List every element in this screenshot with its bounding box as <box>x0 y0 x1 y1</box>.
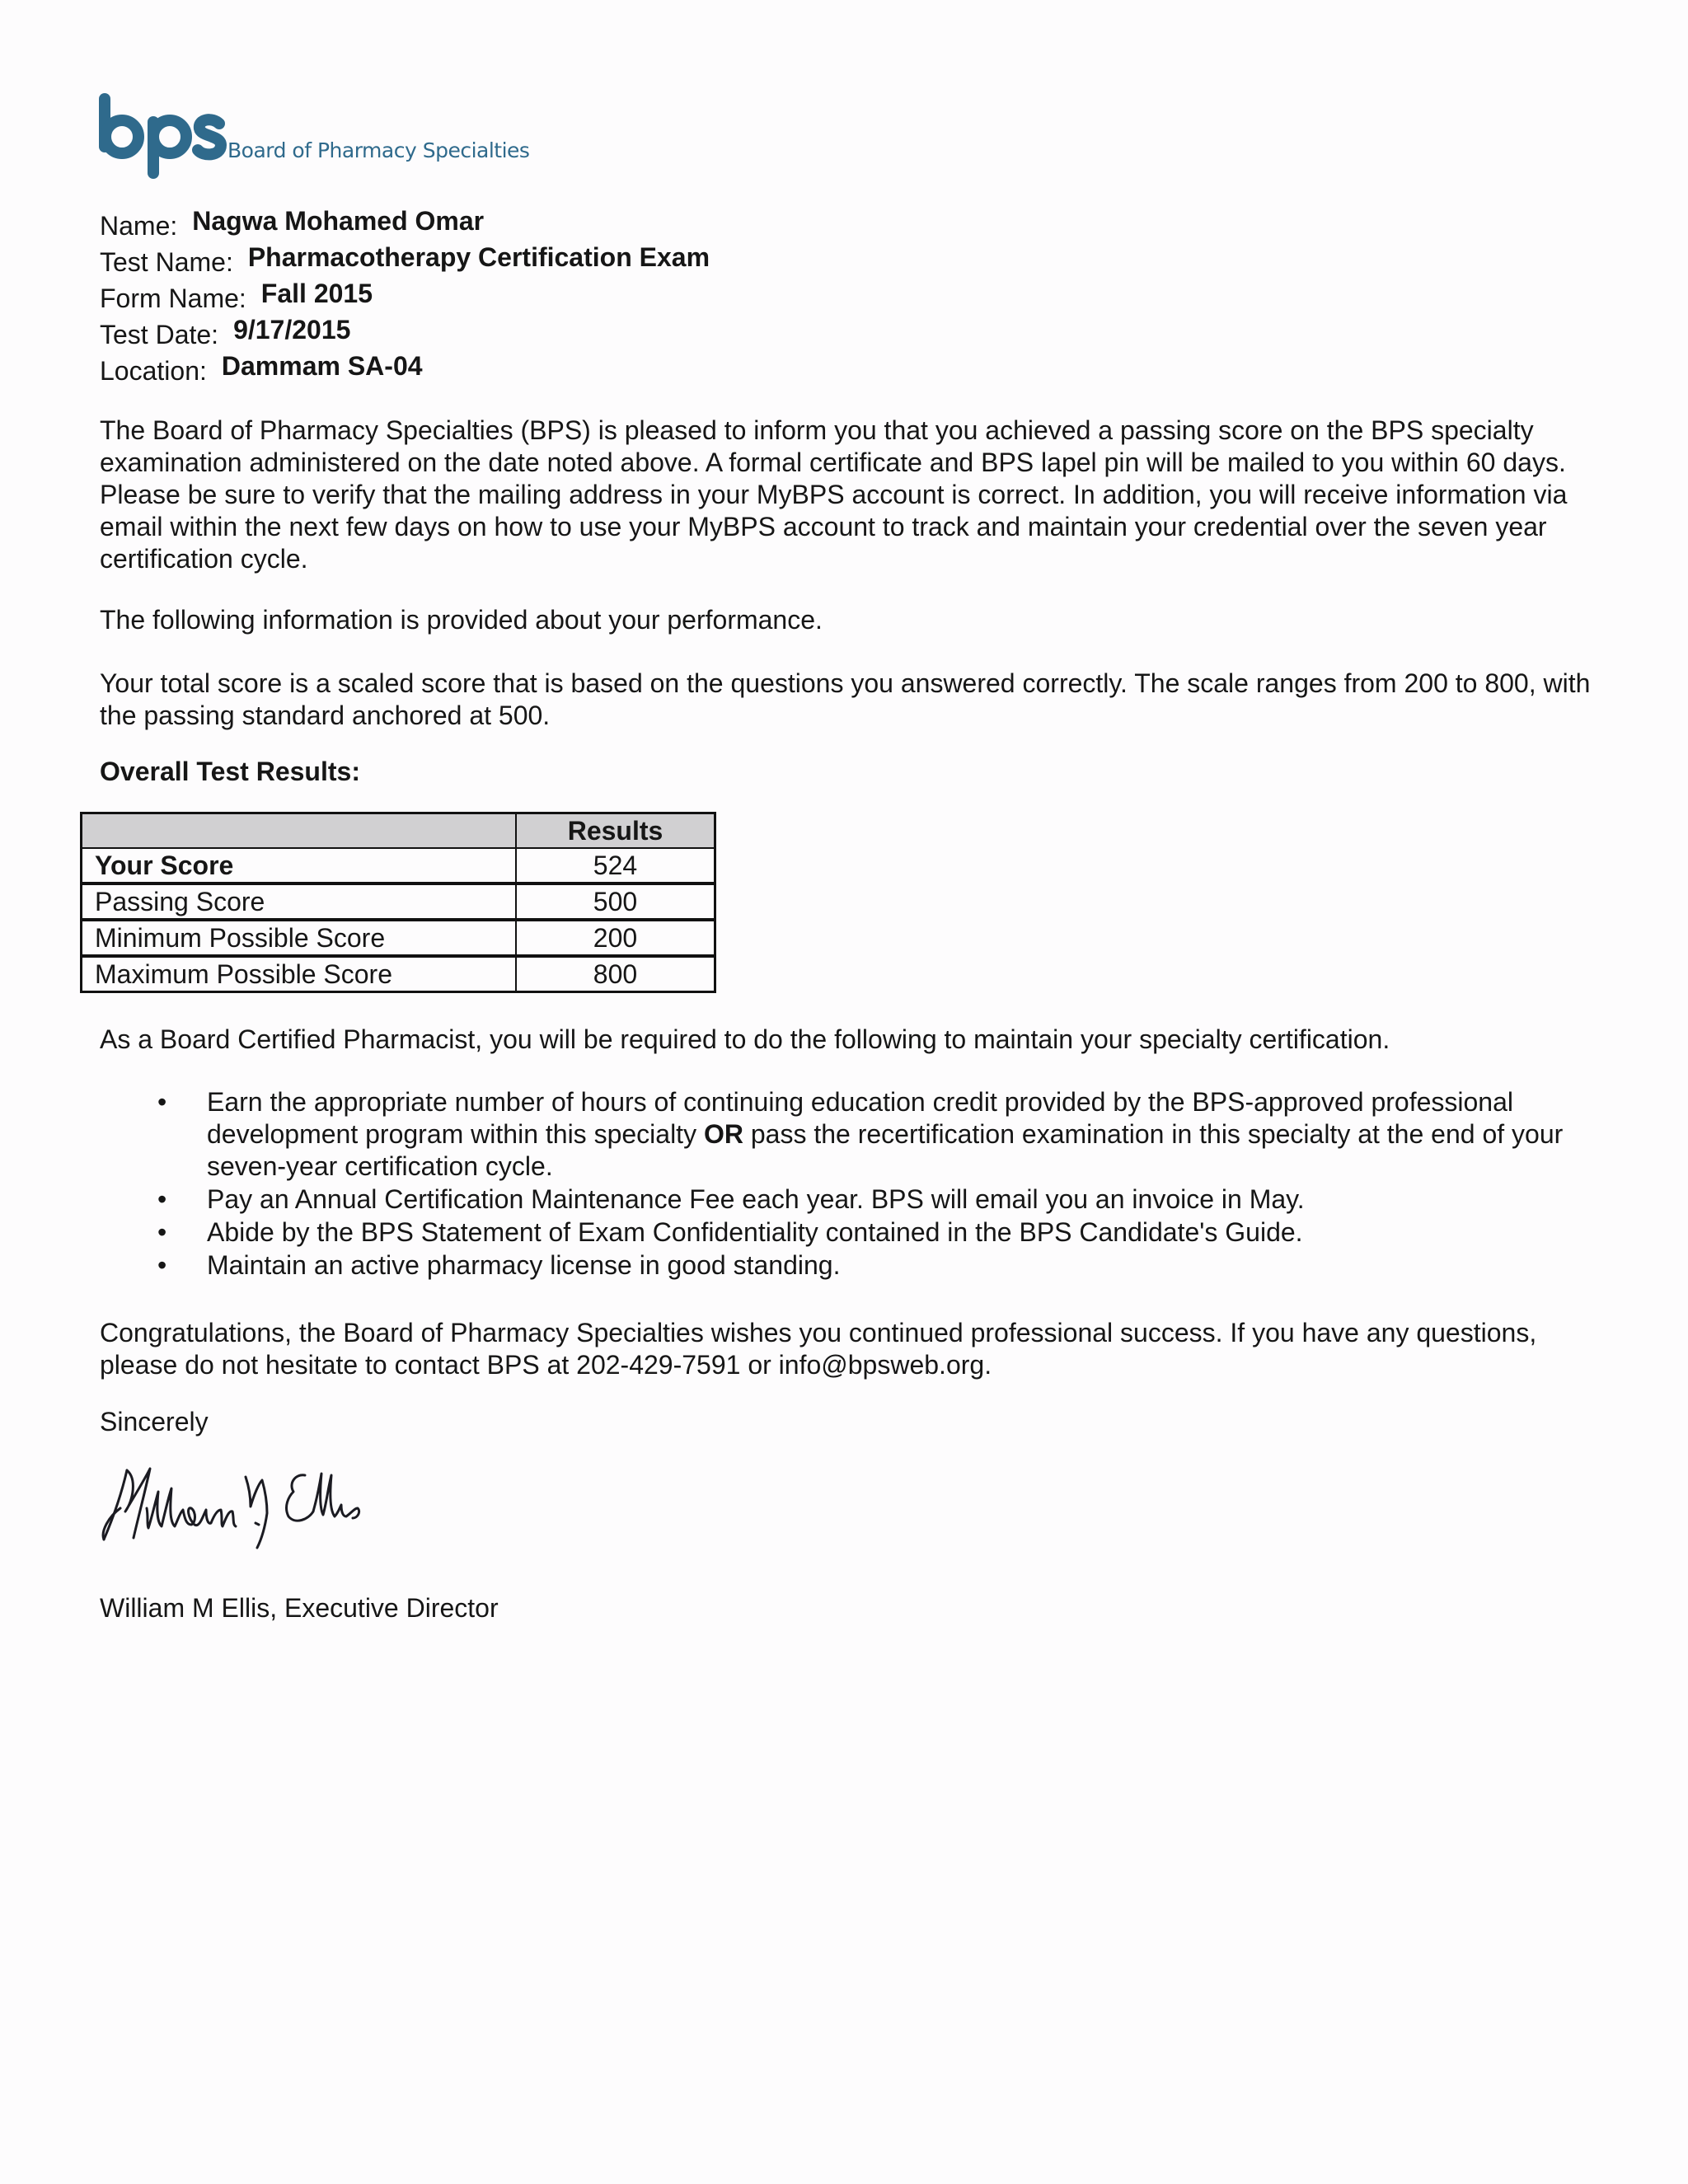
row-value: 800 <box>516 956 715 992</box>
field-test-name <box>100 242 710 284</box>
row-value: 200 <box>516 920 715 956</box>
table-header-results: Results <box>516 813 715 849</box>
bullet-icon: • <box>157 1184 167 1214</box>
item-text-continued: pass the recertification examination in this specialty at the end of your seven-year certification cycle. <box>207 1119 1564 1181</box>
list-item <box>100 1249 1583 1282</box>
list-item <box>100 1183 1583 1216</box>
bps-logo <box>97 92 530 180</box>
row-value: 524 <box>516 848 715 883</box>
field-label: Form Name: <box>100 284 246 313</box>
list-item <box>100 1086 1583 1183</box>
results-heading: Overall Test Results: <box>100 757 360 786</box>
sign-off: Sincerely <box>100 1407 209 1436</box>
field-label: Location: <box>100 356 207 386</box>
requirements-intro: As a Board Certified Pharmacist, you will be required to do the following to maintain your specialty certification. <box>100 1024 1390 1054</box>
item-text: Abide by the BPS Statement of Exam Confidentiality contained in the BPS Candidate's Guide. <box>207 1217 1303 1247</box>
table-header-row <box>82 813 715 849</box>
bullet-icon: • <box>157 1087 167 1117</box>
field-value: 9/17/2015 <box>233 315 351 344</box>
field-value: Nagwa Mohamed Omar <box>192 206 485 236</box>
bps-logo-icon <box>97 92 229 180</box>
bullet-icon: • <box>157 1250 167 1280</box>
field-value: Fall 2015 <box>260 279 373 308</box>
scale-paragraph: Your total score is a scaled score that is based on the questions you answered correctly. The scale ranges from 200 to 800, with the passing standard anchored at 500. <box>100 668 1591 730</box>
results-table <box>80 812 716 993</box>
item-text: Maintain an active pharmacy license in good standing. <box>207 1250 841 1280</box>
performance-intro: The following information is provided about your performance. <box>100 605 823 635</box>
field-form-name <box>100 279 710 320</box>
field-label: Test Date: <box>100 320 219 349</box>
field-value: Dammam SA-04 <box>221 351 423 381</box>
bullet-icon: • <box>157 1217 167 1247</box>
table-row <box>82 883 715 920</box>
field-location <box>100 351 710 392</box>
list-item <box>100 1216 1583 1249</box>
table-row <box>82 956 715 992</box>
row-label: Minimum Possible Score <box>82 920 517 956</box>
signature-image <box>97 1459 377 1558</box>
field-value: Pharmacotherapy Certification Exam <box>247 242 710 272</box>
table-header-blank <box>82 813 517 849</box>
intro-paragraph: The Board of Pharmacy Specialties (BPS) is pleased to inform you that you achieved a passing score on the BPS specialty examination administered on the date noted above. A formal certificate and BPS lapel pin will be mailed to you within 60 days. Please be sure to verify that the mailing address in your MyBPS account is correct. In addition, you will receive information via email within the next few days on how to use your MyBPS account to track and maintain your credential over the seven year certification cycle. <box>100 415 1568 574</box>
field-label: Name: <box>100 211 178 241</box>
item-emphasis: OR <box>703 1119 743 1149</box>
row-value: 500 <box>516 883 715 920</box>
row-label: Your Score <box>82 848 517 883</box>
row-label: Passing Score <box>82 883 517 920</box>
requirements-list <box>100 1086 1583 1282</box>
signatory-line: William M Ellis, Executive Director <box>100 1593 499 1623</box>
closing-paragraph: Congratulations, the Board of Pharmacy Specialties wishes you continued professional success. If you have any questions, please do not hesitate to contact BPS at 202-429-7591 or info@bpsweb.org. <box>100 1318 1537 1380</box>
logo-tagline: Board of Pharmacy Specialties <box>227 138 530 162</box>
table-row <box>82 848 715 883</box>
candidate-details <box>100 206 710 392</box>
field-label: Test Name: <box>100 247 233 277</box>
row-label: Maximum Possible Score <box>82 956 517 992</box>
table-row <box>82 920 715 956</box>
item-text: Pay an Annual Certification Maintenance Fee each year. BPS will email you an invoice in May. <box>207 1184 1305 1214</box>
item-text: Earn the appropriate number of hours of continuing education credit provided by the BPS-approved professional development program within this specialty <box>207 1087 1513 1149</box>
